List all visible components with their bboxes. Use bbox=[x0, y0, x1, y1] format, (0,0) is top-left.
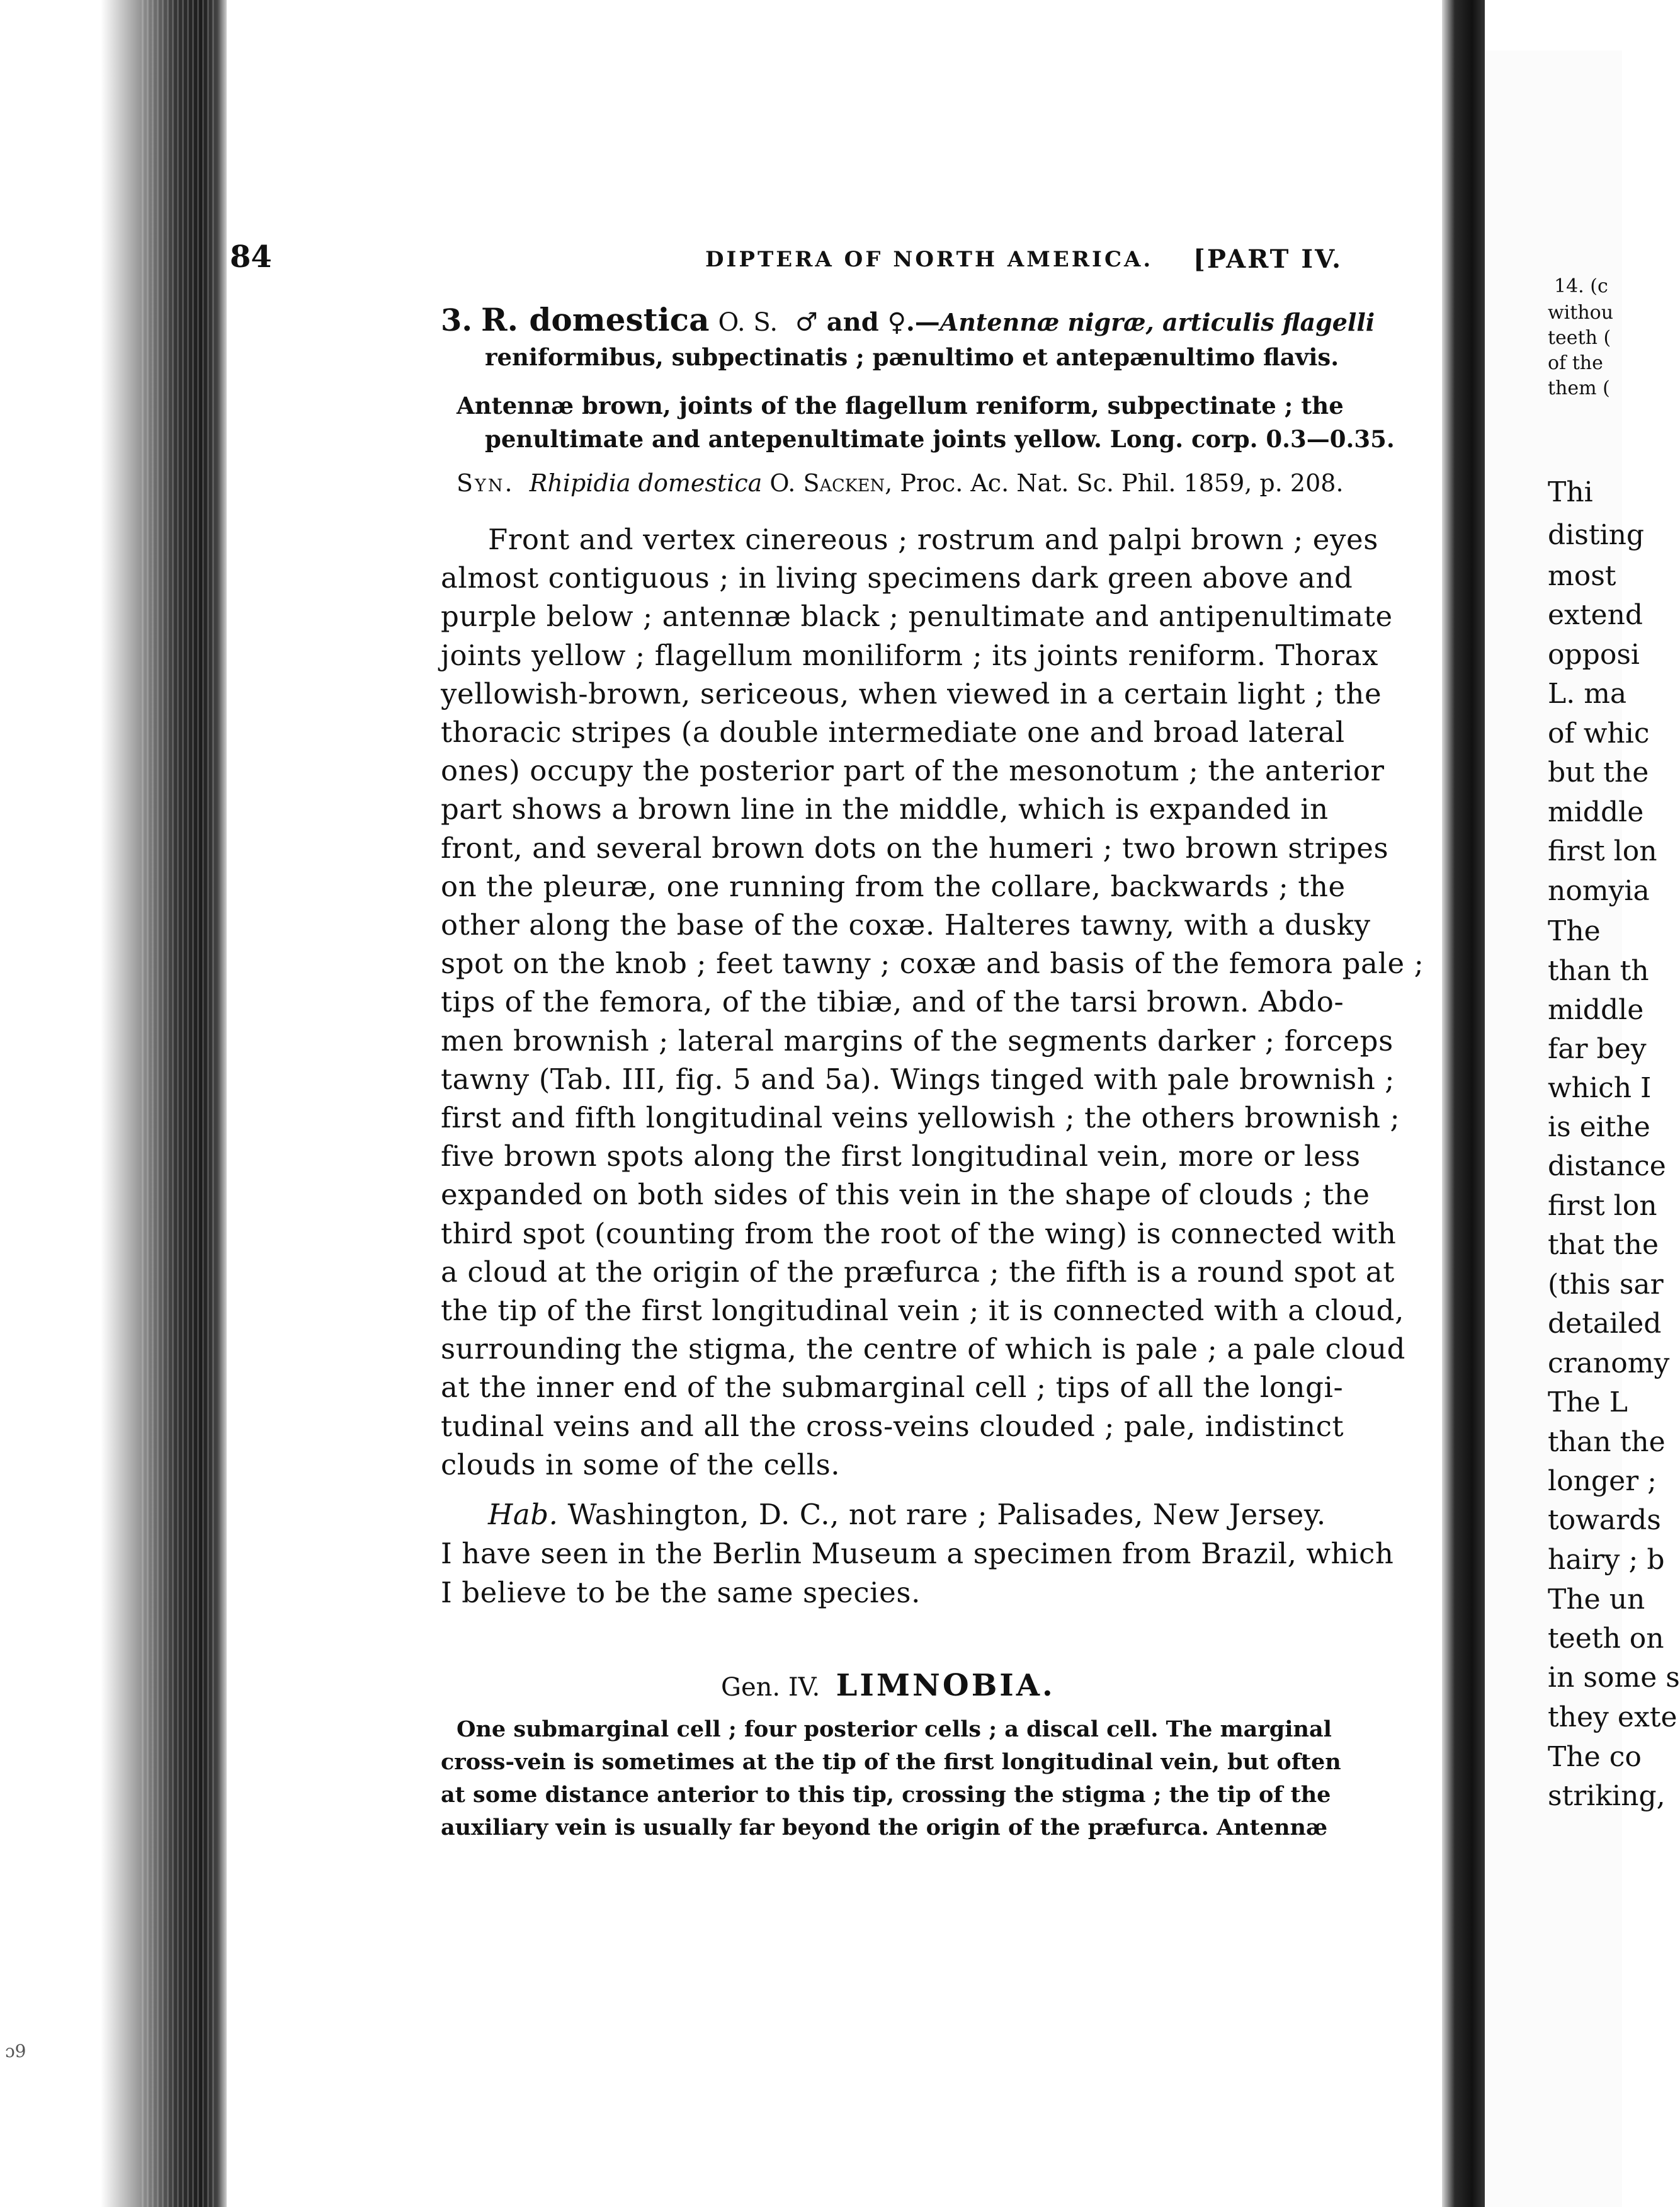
facing-page-line: hairy ; b bbox=[1548, 1544, 1665, 1576]
facing-page-line: The un bbox=[1548, 1583, 1645, 1616]
book-page-edge bbox=[0, 0, 227, 2207]
genus-description-line: auxiliary vein is usually far beyond the origin of the præfurca. Antennæ bbox=[441, 1815, 1328, 1840]
facing-page-line: middle bbox=[1548, 796, 1644, 828]
facing-page-line: first lon bbox=[1548, 835, 1657, 867]
syn-author: O. Sacken, bbox=[769, 469, 893, 497]
habitat-label: Hab. bbox=[488, 1498, 559, 1531]
species-latin-continued: reniformibus, subpectinatis ; pænultimo et antepænultimo flavis. bbox=[485, 343, 1339, 371]
facing-page-line: first lon bbox=[1548, 1190, 1657, 1222]
page-number: 84 bbox=[230, 239, 272, 275]
synonymy bbox=[457, 469, 1351, 497]
facing-page-line: 14. (c bbox=[1554, 275, 1608, 297]
genus-heading bbox=[721, 1668, 1615, 1703]
description-line: clouds in some of the cells. bbox=[441, 1447, 841, 1481]
facing-page-line: which I bbox=[1548, 1072, 1652, 1104]
description-line: surrounding the stigma, the centre of which is pale ; a pale cloud bbox=[441, 1332, 1406, 1366]
description-line: tawny (Tab. III, fig. 5 and 5a). Wings tinged with pale brownish ; bbox=[441, 1062, 1395, 1096]
facing-page-line: of the bbox=[1548, 352, 1603, 374]
facing-page-line: they exte bbox=[1548, 1701, 1677, 1733]
genus-name: LIMNOBIA. bbox=[836, 1668, 1055, 1703]
syn-label: Syn. bbox=[457, 469, 514, 497]
description-line: Front and vertex cinereous ; rostrum and palpi brown ; eyes bbox=[488, 523, 1378, 556]
facing-page-line: middle bbox=[1548, 994, 1644, 1026]
facing-page-line: towards bbox=[1548, 1504, 1661, 1536]
species-number: 3. bbox=[441, 303, 473, 338]
syn-name: Rhipidia domestica bbox=[529, 469, 763, 497]
description-line: joints yellow ; flagellum moniliform ; its joints reniform. Thorax bbox=[441, 638, 1379, 672]
facing-page-line: The L bbox=[1548, 1386, 1628, 1418]
description-line: men brownish ; lateral margins of the segments darker ; forceps bbox=[441, 1024, 1393, 1058]
facing-page-line: Thi bbox=[1548, 476, 1593, 508]
facing-page-line: opposi bbox=[1548, 639, 1640, 671]
genus-prefix: Gen. IV. bbox=[721, 1673, 820, 1702]
description-line: tudinal veins and all the cross-veins clouded ; pale, indistinct bbox=[441, 1409, 1344, 1443]
description-line: at the inner end of the submarginal cell ; tips of all the longi- bbox=[441, 1371, 1344, 1405]
genus-description-line: at some distance anterior to this tip, crossing the stigma ; the tip of the bbox=[441, 1782, 1331, 1808]
description-line: five brown spots along the first longitudinal vein, more or less bbox=[441, 1139, 1361, 1173]
facing-page-line: but the bbox=[1548, 756, 1649, 789]
facing-page-line: striking, bbox=[1548, 1780, 1666, 1812]
genus-description-line: cross-vein is sometimes at the tip of the first longitudinal vein, but often bbox=[441, 1749, 1341, 1775]
habitat-line-3: I believe to be the same species. bbox=[441, 1576, 921, 1609]
facing-page-line: far bey bbox=[1548, 1033, 1647, 1065]
facing-page-line: in some s bbox=[1548, 1662, 1680, 1694]
facing-page-line: than the bbox=[1548, 1426, 1666, 1458]
running-title: DIPTERA OF NORTH AMERICA. bbox=[705, 247, 1154, 272]
facing-page-line: The co bbox=[1548, 1741, 1642, 1773]
margin-mark: ɔ9 bbox=[5, 2041, 26, 2062]
facing-page-line: of whic bbox=[1548, 717, 1650, 750]
description-line: first and fifth longitudinal veins yellowish ; the others brownish ; bbox=[441, 1101, 1400, 1134]
facing-page-line: extend bbox=[1548, 599, 1643, 631]
facing-page-line: L. ma bbox=[1548, 678, 1627, 710]
description-line: thoracic stripes (a double intermediate one and broad lateral bbox=[441, 716, 1345, 749]
facing-page-line: them ( bbox=[1548, 377, 1610, 399]
description-line: almost contiguous ; in living specimens dark green above and bbox=[441, 561, 1353, 595]
description-line: tips of the femora, of the tibiæ, and of the tarsi brown. Abdo- bbox=[441, 985, 1344, 1019]
facing-page-line: most bbox=[1548, 560, 1616, 592]
facing-page-line: teeth on bbox=[1548, 1622, 1664, 1655]
species-sex: ♂ and ♀.— bbox=[795, 307, 940, 337]
description-line: a cloud at the origin of the præfurca ; the fifth is a round spot at bbox=[441, 1255, 1395, 1289]
description-line: spot on the knob ; feet tawny ; coxæ and basis of the femora pale ; bbox=[441, 947, 1424, 981]
facing-page-line: nomyia bbox=[1548, 875, 1650, 907]
part-label: [PART IV. bbox=[1193, 244, 1343, 274]
species-heading bbox=[441, 301, 1375, 338]
description-line: the tip of the first longitudinal vein ; it is connected with a cloud, bbox=[441, 1294, 1404, 1327]
facing-page-line: withou bbox=[1548, 302, 1614, 324]
habitat-line-1 bbox=[441, 1498, 1335, 1531]
facing-page-line: distance bbox=[1548, 1150, 1666, 1182]
facing-page-line: that the bbox=[1548, 1229, 1659, 1261]
syn-reference: Proc. Ac. Nat. Sc. Phil. 1859, p. 208. bbox=[900, 469, 1344, 497]
species-english-2: penultimate and antepenultimate joints yellow. Long. corp. 0.3—0.35. bbox=[485, 425, 1395, 453]
description-line: yellowish-brown, sericeous, when viewed in a certain light ; the bbox=[441, 676, 1382, 710]
species-author: O. S. bbox=[718, 308, 778, 337]
habitat-line-2: I have seen in the Berlin Museum a specimen from Brazil, which bbox=[441, 1537, 1394, 1570]
facing-page-line: than th bbox=[1548, 955, 1649, 987]
facing-page-line: disting bbox=[1548, 519, 1645, 551]
facing-page-line: detailed bbox=[1548, 1308, 1662, 1340]
facing-page-line: (this sar bbox=[1548, 1269, 1664, 1301]
description-line: part shows a brown line in the middle, which is expanded in bbox=[441, 792, 1329, 826]
facing-page-line: is eithe bbox=[1548, 1111, 1650, 1143]
species-name: R. domestica bbox=[481, 301, 710, 338]
description-line: purple below ; antennæ black ; penultimate and antipenultimate bbox=[441, 600, 1393, 634]
description-line: on the pleuræ, one running from the collare, backwards ; the bbox=[441, 869, 1346, 903]
facing-page bbox=[1485, 50, 1680, 2207]
habitat-text-1: Washington, D. C., not rare ; Palisades, New Jersey. bbox=[558, 1498, 1326, 1531]
facing-page-line: teeth ( bbox=[1548, 327, 1611, 349]
species-english-1: Antennæ brown, joints of the flagellum reniform, subpectinate ; the bbox=[457, 392, 1344, 419]
facing-page-line: cranomy bbox=[1548, 1347, 1670, 1379]
description-line: expanded on both sides of this vein in the shape of clouds ; the bbox=[441, 1178, 1370, 1212]
description-line: ones) occupy the posterior part of the mesonotum ; the anterior bbox=[441, 754, 1385, 788]
description-line: other along the base of the coxæ. Halteres tawny, with a dusky bbox=[441, 908, 1371, 942]
description-line: front, and several brown dots on the humeri ; two brown stripes bbox=[441, 831, 1389, 865]
facing-page-line: longer ; bbox=[1548, 1465, 1657, 1497]
facing-page-line: The bbox=[1548, 915, 1601, 947]
species-latin: Antennæ nigræ, articulis flagelli bbox=[939, 308, 1375, 336]
genus-description-line: One submarginal cell ; four posterior cells ; a discal cell. The marginal bbox=[457, 1716, 1332, 1742]
book-gutter bbox=[1442, 0, 1485, 2207]
description-line: third spot (counting from the root of the wing) is connected with bbox=[441, 1216, 1397, 1250]
